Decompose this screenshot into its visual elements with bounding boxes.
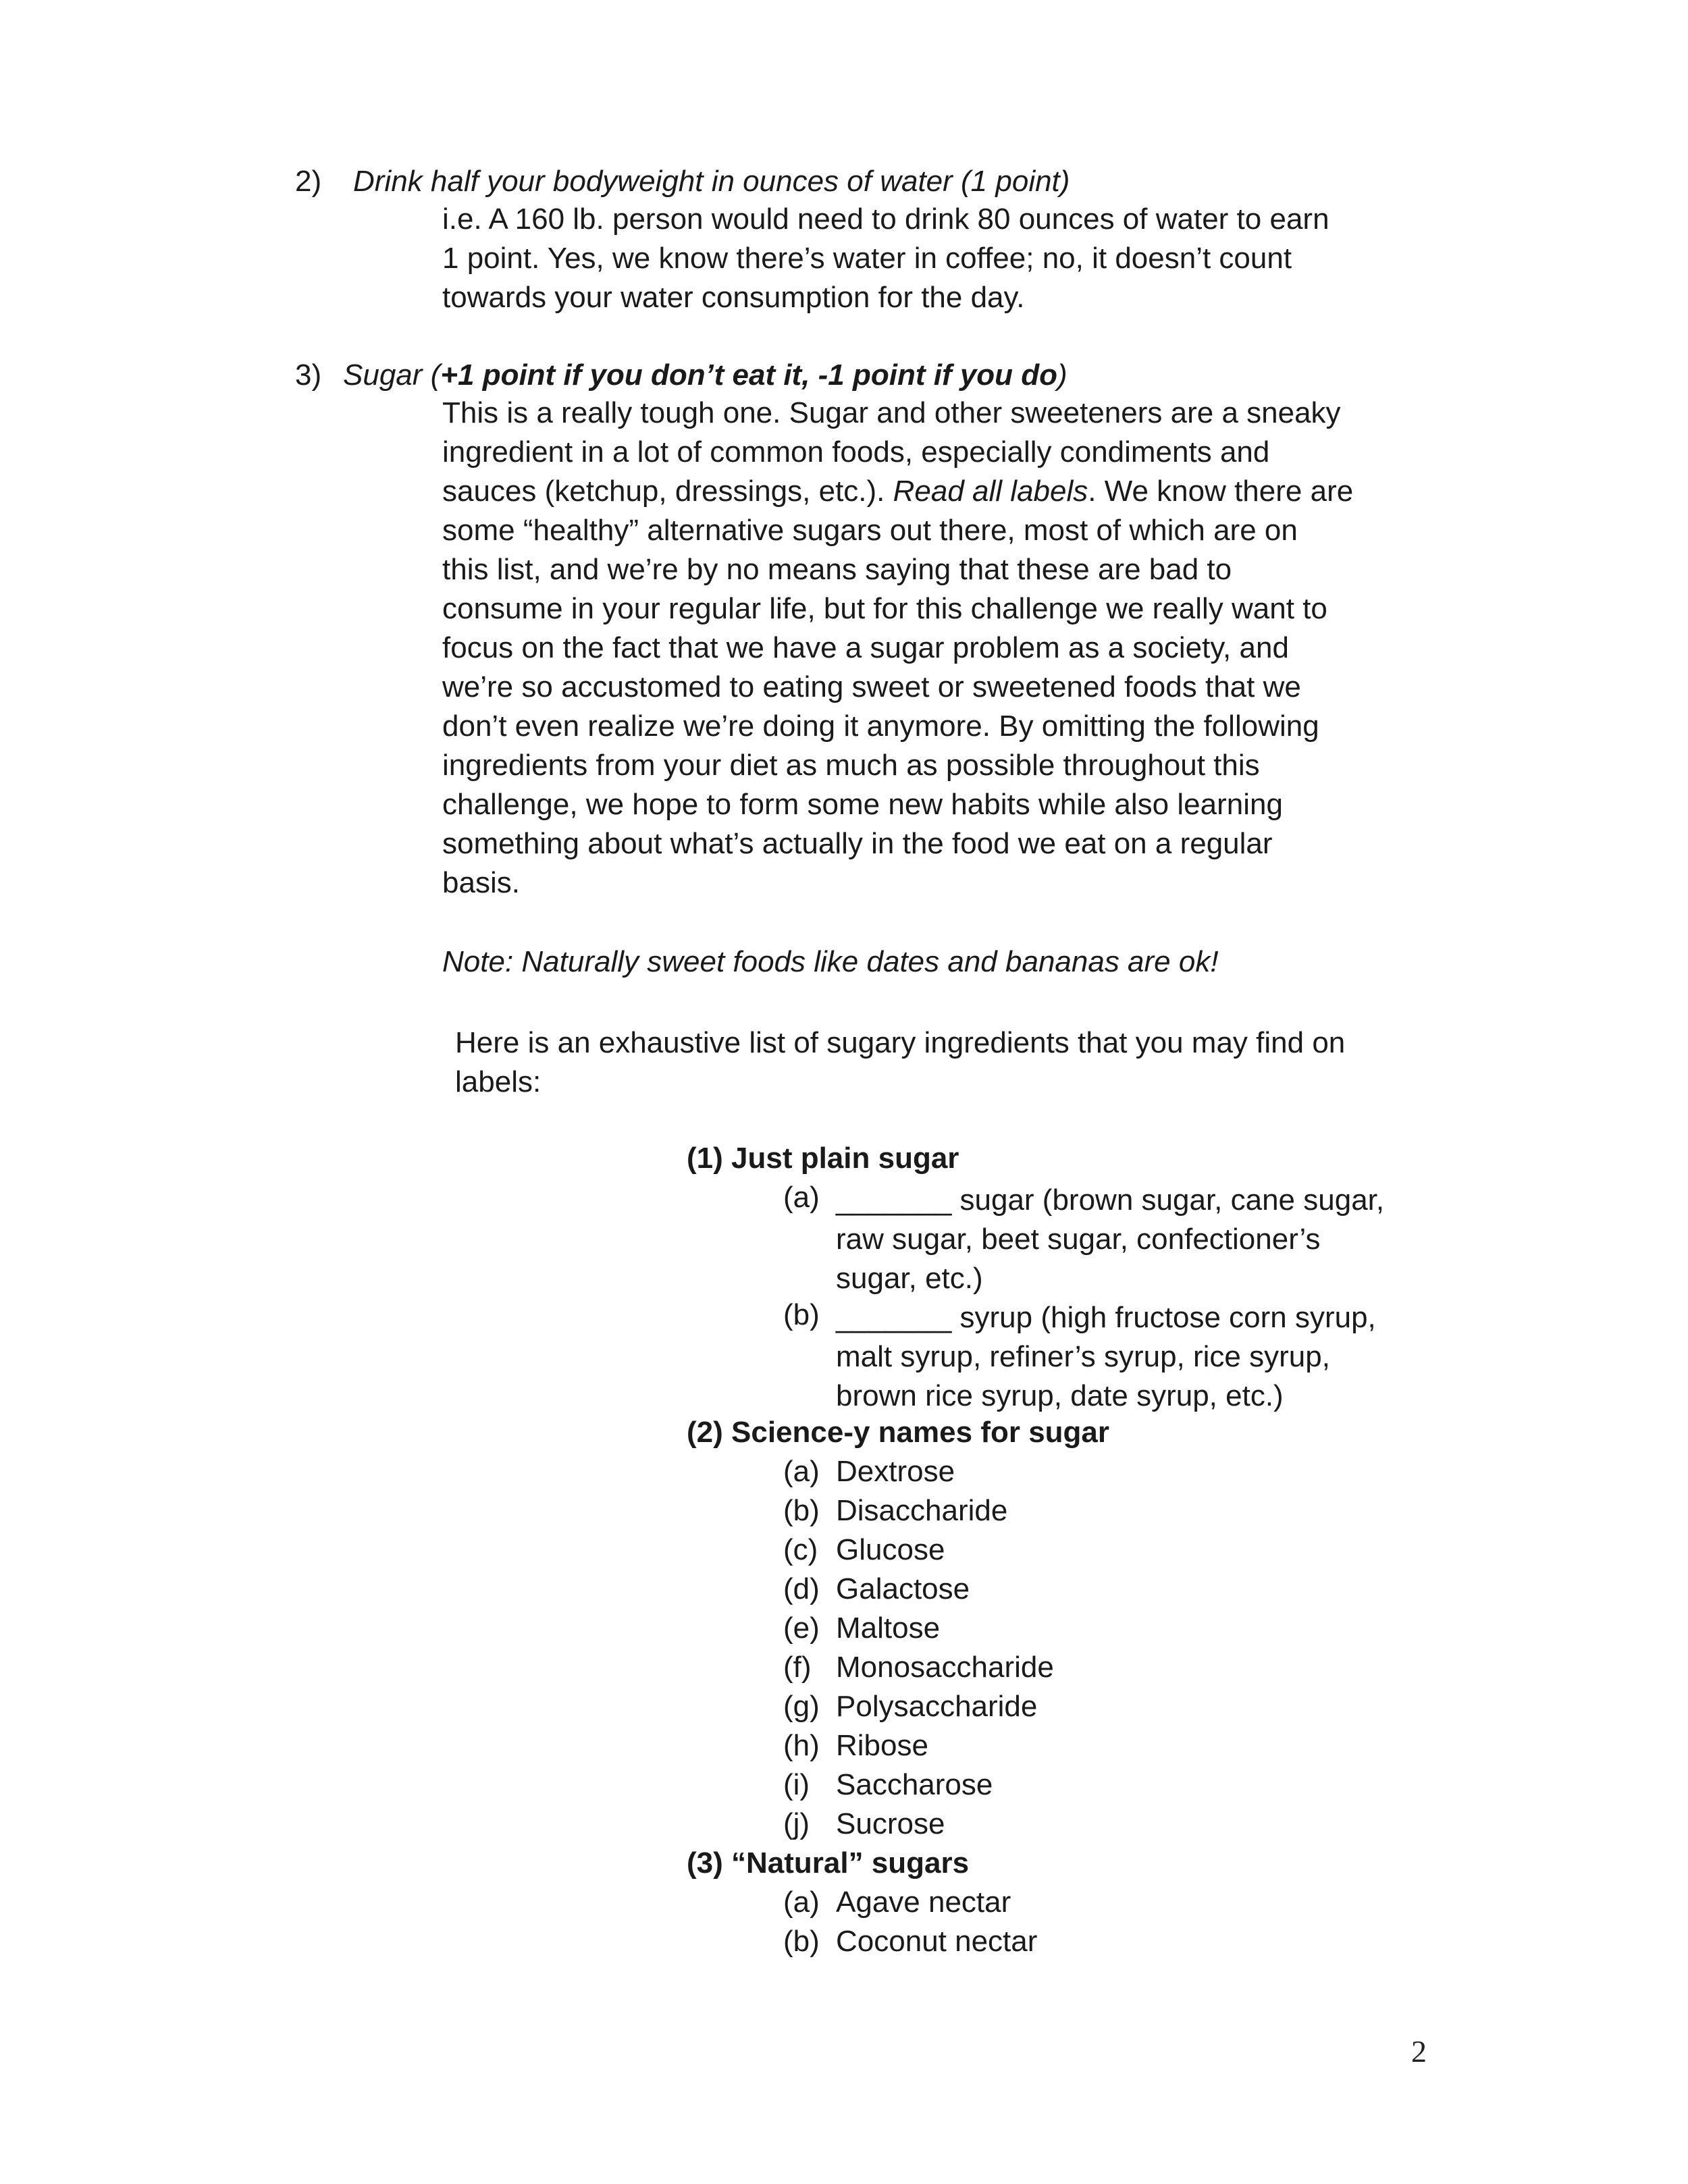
group-2-item-label: (g) bbox=[783, 1690, 820, 1723]
group-2-item-text: Monosaccharide bbox=[836, 1651, 1054, 1684]
group-2-item-text: Glucose bbox=[836, 1533, 945, 1566]
item-3-body-line: this list, and we’re by no means saying that these are bad to bbox=[442, 553, 1232, 586]
group-2-item-text: Disaccharide bbox=[836, 1494, 1008, 1527]
group-2-item-label: (h) bbox=[783, 1729, 820, 1762]
group-2-item-label: (f) bbox=[783, 1651, 812, 1684]
group-1-a-line: sugar, etc.) bbox=[836, 1262, 983, 1295]
group-1-b-line: brown rice syrup, date syrup, etc.) bbox=[836, 1379, 1284, 1412]
group-2-title: (2) Science-y names for sugar bbox=[687, 1416, 1110, 1449]
group-2-item-text: Polysaccharide bbox=[836, 1690, 1038, 1723]
group-2-item-text: Ribose bbox=[836, 1729, 928, 1762]
note-text: Note: Naturally sweet foods like dates and bananas are ok! bbox=[442, 945, 1219, 978]
group-1-a-line: raw sugar, beet sugar, confectioner’s bbox=[836, 1223, 1321, 1256]
group-2-item-label: (d) bbox=[783, 1572, 820, 1605]
group-2-item-label: (j) bbox=[783, 1807, 810, 1840]
item-3-body bbox=[442, 394, 1353, 903]
read-all-labels-emphasis: Read all labels bbox=[893, 475, 1088, 508]
group-2-item-text: Sucrose bbox=[836, 1807, 945, 1840]
item-3-body-line: focus on the fact that we have a sugar problem as a society, and bbox=[442, 631, 1289, 664]
list-intro-line: labels: bbox=[455, 1065, 542, 1098]
group-1-a-text bbox=[836, 1181, 1384, 1298]
group-2-item-label: (c) bbox=[783, 1533, 818, 1566]
item-2-body-line: 1 point. Yes, we know there’s water in coffee; no, it doesn’t count bbox=[442, 242, 1292, 275]
list-intro bbox=[455, 1023, 1345, 1102]
group-1-b-line: malt syrup, refiner’s syrup, rice syrup, bbox=[836, 1340, 1330, 1373]
item-3-heading bbox=[343, 358, 1067, 392]
group-1-a-label: (a) bbox=[783, 1181, 820, 1214]
item-3-body-line: basis. bbox=[442, 866, 520, 899]
group-3-item-text: Agave nectar bbox=[836, 1886, 1011, 1919]
item-3-number: 3) bbox=[295, 358, 322, 392]
item-2-body-line: towards your water consumption for the day. bbox=[442, 281, 1025, 314]
item-2-number: 2) bbox=[295, 165, 322, 198]
group-1-a-line: _______ sugar (brown sugar, cane sugar, bbox=[836, 1183, 1385, 1217]
group-2-item-label: (e) bbox=[783, 1612, 820, 1645]
item-2-body bbox=[442, 200, 1329, 317]
item-3-body-line: consume in your regular life, but for this challenge we really want to bbox=[442, 592, 1327, 625]
item-3-body-line: This is a really tough one. Sugar and other sweeteners are a sneaky bbox=[442, 396, 1341, 429]
group-2-item-text: Maltose bbox=[836, 1612, 941, 1645]
group-1-title: (1) Just plain sugar bbox=[687, 1142, 959, 1175]
item-3-line3-pre: sauces (ketchup, dressings, etc.). bbox=[442, 475, 893, 508]
group-3-title: (3) “Natural” sugars bbox=[687, 1846, 970, 1880]
group-3-item-text: Coconut nectar bbox=[836, 1925, 1038, 1958]
item-2-body-line: i.e. A 160 lb. person would need to drink 80 ounces of water to earn bbox=[442, 203, 1329, 236]
item-3-heading-suffix: ) bbox=[1057, 358, 1067, 392]
group-2-item-text: Galactose bbox=[836, 1572, 970, 1605]
group-2-item-text: Saccharose bbox=[836, 1768, 993, 1801]
group-3-item-label: (a) bbox=[783, 1886, 820, 1919]
item-3-body-line-with-italic bbox=[442, 472, 1353, 511]
item-3-body-line: don’t even realize we’re doing it anymore. By omitting the following bbox=[442, 710, 1319, 743]
item-3-body-line: challenge, we hope to form some new habits while also learning bbox=[442, 788, 1283, 821]
item-3-body-line: ingredient in a lot of common foods, especially condiments and bbox=[442, 435, 1270, 469]
item-3-body-line: we’re so accustomed to eating sweet or sweetened foods that we bbox=[442, 670, 1301, 703]
group-1-b-label: (b) bbox=[783, 1298, 820, 1331]
item-3-heading-bold: +1 point if you don’t eat it, -1 point if you do bbox=[440, 358, 1058, 392]
group-2-item-label: (i) bbox=[783, 1768, 810, 1801]
item-3-body-line: some “healthy” alternative sugars out there, most of which are on bbox=[442, 514, 1298, 547]
item-3-body-line: something about what’s actually in the food we eat on a regular bbox=[442, 827, 1273, 860]
group-2-item-label: (a) bbox=[783, 1455, 820, 1488]
item-2-heading: Drink half your bodyweight in ounces of water (1 point) bbox=[353, 165, 1070, 198]
group-2-item-text: Dextrose bbox=[836, 1455, 955, 1488]
group-3-item-label: (b) bbox=[783, 1925, 820, 1958]
item-3-heading-prefix: Sugar ( bbox=[343, 358, 441, 392]
group-1-b-line: _______ syrup (high fructose corn syrup, bbox=[836, 1301, 1376, 1334]
list-intro-line: Here is an exhaustive list of sugary ingredients that you may find on bbox=[455, 1026, 1346, 1059]
page-number: 2 bbox=[1411, 2034, 1427, 2069]
item-3-body-line: ingredients from your diet as much as possible throughout this bbox=[442, 749, 1260, 782]
group-1-b-text bbox=[836, 1298, 1376, 1416]
item-3-line3-post: . We know there are bbox=[1088, 475, 1354, 508]
group-2-item-label: (b) bbox=[783, 1494, 820, 1527]
